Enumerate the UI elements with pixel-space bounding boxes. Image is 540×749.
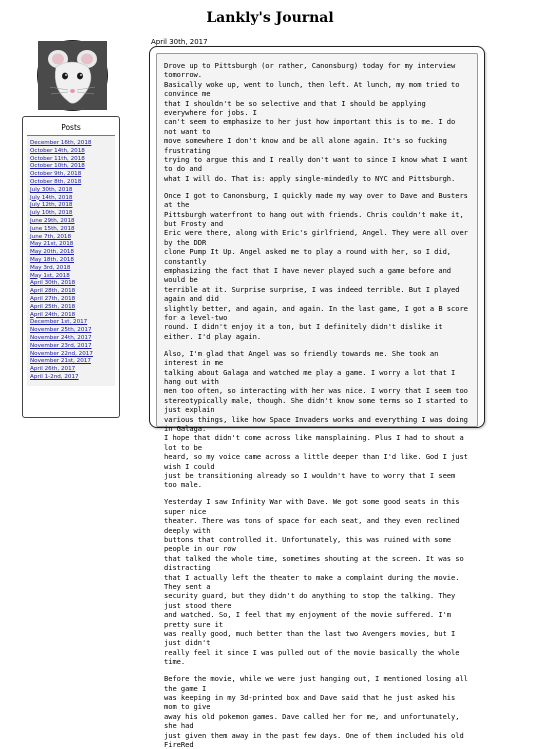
post-link[interactable]: December 16th, 2018 (30, 140, 92, 146)
post-date: April 30th, 2017 (151, 38, 208, 46)
post-link[interactable]: July 12th, 2018 (30, 202, 73, 209)
post-link[interactable]: May 18th, 2018 (30, 256, 74, 263)
post-link[interactable]: May 20th, 2018 (30, 249, 74, 256)
post-link[interactable]: May 3rd, 2018 (30, 264, 71, 271)
post-link[interactable]: November 24th, 2017 (30, 334, 92, 341)
post-link[interactable]: June 29th, 2018 (30, 217, 75, 224)
post-link[interactable]: April 28th, 2018 (30, 288, 76, 295)
post-link[interactable]: July 30th, 2018 (30, 186, 73, 193)
post-paragraph: Also, I'm glad that Angel was so friendly towards me. She took an interest in me talking about Galaga and watched me play a game. I worry a lot that I hang out with men too often, so interacting with her was nice. I worry that I seem too stereotypically male, though. She didn't know some terms so I started to just explain various things, like how Space Invaders works and everything I was doing in Galaga. I hope that didn't come across like mansplaining. Plus I had to shout a lot to be heard, so my voice came across a little deeper than I'd like. God I just wish I could just be transitioning already so I wouldn't have to worry that I seem too male. (164, 348, 468, 490)
post-link[interactable]: May 1st, 2018 (30, 272, 70, 279)
post-link[interactable]: October 10th, 2018 (30, 163, 85, 170)
post-link[interactable]: June 15th, 2018 (30, 225, 75, 232)
post-link[interactable]: April 26th, 2017 (30, 366, 76, 373)
post-link[interactable]: October 11th, 2018 (30, 155, 85, 162)
post-link[interactable]: November 23rd, 2017 (30, 342, 92, 349)
post-link[interactable]: July 14th, 2018 (30, 194, 73, 201)
post-paragraph: Drove up to Pittsburgh (or rather, Canonsburg) today for my interview tomorrow. Basically woke up, went to lunch, then left. At lunch, my mom tried to convince me that I shouldn't be so selective and that I should be applying everywhere for jobs. I can't seem to emphasize to her just how important this is to me. I do not want to move somewhere I don't know and be all alone again. It's so fucking frustrating trying to argue this and I really don't want to since I know what I want to do and what I will do. That is: apply single-mindedly to NYC and Pittsburgh. (164, 61, 468, 183)
post-link[interactable]: July 10th, 2018 (30, 210, 73, 217)
site-title: Lankly's Journal (206, 10, 334, 26)
post-link[interactable]: June 7th, 2018 (30, 233, 72, 240)
post-link[interactable]: November 22nd, 2017 (30, 350, 93, 357)
posts-panel (22, 116, 120, 418)
posts-list (27, 135, 115, 386)
journal-post (149, 46, 485, 749)
posts-heading: Posts (61, 123, 81, 132)
rat-avatar-icon (37, 40, 108, 111)
post-paragraph: Yesterday I saw Infinity War with Dave. We got some good seats in this super nice theater. There was tons of space for each seat, and they even reclined deeply with buttons that controlled it. Unfortunately, this was ruined with some people in our row that talked the whole time, sometimes shouting at the screen. It was so distracting that I actually left the theater to make a complaint during the movie. They sent a security guard, but they didn't do anything to stop the talking. They just stood there and watched. So, I feel that my enjoyment of the movie suffered. I'm pretty sure it was really good, much better than the last two Avengers movies, but I just didn't really feel it since I was pulled out of the movie basically the whole time. (164, 497, 464, 667)
post-link[interactable]: November 21st, 2017 (30, 358, 91, 365)
post-link[interactable]: May 21st, 2018 (30, 241, 74, 248)
post-link[interactable]: November 25th, 2017 (30, 327, 92, 334)
post-body (156, 53, 478, 749)
post-link[interactable]: April 25th, 2018 (30, 303, 76, 310)
post-paragraph: Once I got to Canonsburg, I quickly made my way over to Dave and Busters at the Pittsburgh waterfront to hang out with friends. Chris couldn't make it, but Frosty and Eric were there, along with Eric's girlfriend, Angel. They were all over by the DDR clone Pump It Up. Angel asked me to play a round with her, so I did, constantly emphasizing the fact that I have never played such a game before and would be terrible at it. Surprise surprise, I was indeed terrible. But I played again and did slightly better, and again, and again. In the last game, I got a B score for a level-two round. I didn't enjoy it a ton, but I definitely didn't dislike it either. I'd play again. (164, 190, 468, 341)
post-link[interactable]: December 1st, 2017 (30, 319, 88, 326)
post-link[interactable]: April 24th, 2018 (30, 311, 76, 318)
post-link[interactable]: October 8th, 2018 (30, 178, 82, 185)
post-link[interactable]: April 1-2nd, 2017 (30, 373, 79, 380)
post-link[interactable]: October 14th, 2018 (30, 147, 85, 154)
post-paragraph: Before the movie, while we were just hanging out, I mentioned losing all the game I was keeping in my 3d-printed box and Dave said that he just asked his mom to give away his old pokemon games. Dave called her for me, and unfortunately, she had just given them away in the past few days. One of them included his old FireRed (164, 674, 468, 749)
post-link[interactable]: April 30th, 2018 (30, 280, 76, 287)
post-link[interactable]: October 9th, 2018 (30, 171, 82, 178)
post-link[interactable]: April 27th, 2018 (30, 295, 76, 302)
